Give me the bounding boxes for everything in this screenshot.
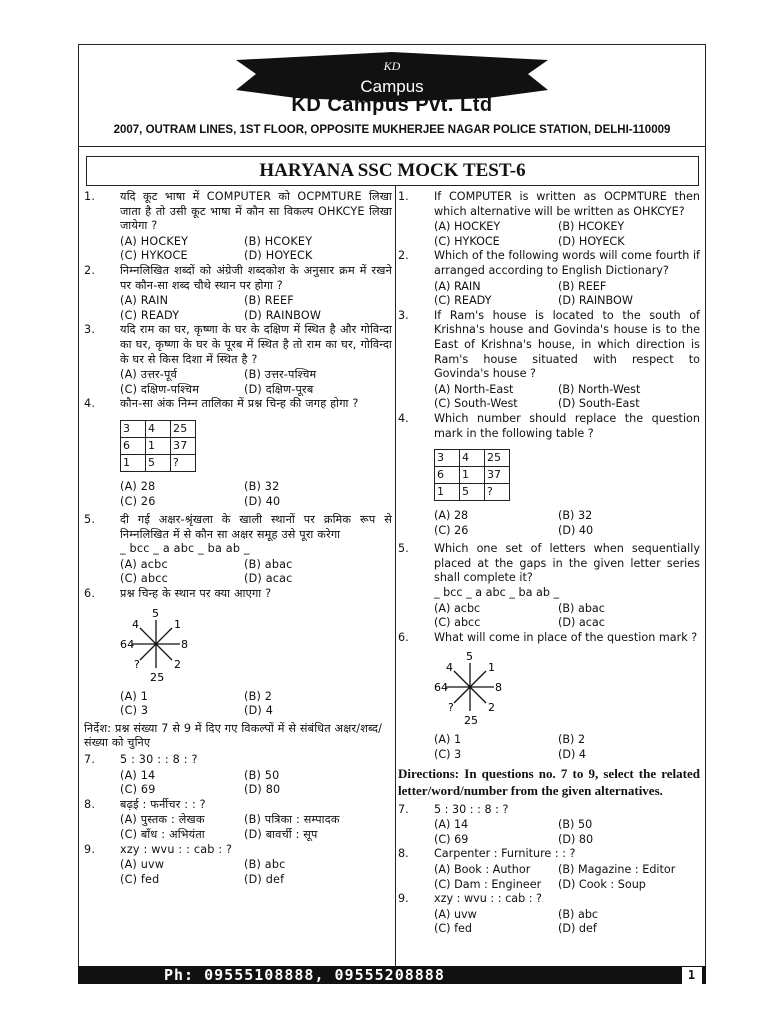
option-d: (D) acac: [558, 616, 605, 630]
option-b: (B) 50: [244, 768, 280, 782]
option-d: (D) HOYECK: [558, 234, 625, 248]
directions: निर्देश: प्रश्न संख्या 7 से 9 में दिए गए विकल्पों में से संबंधित अक्षर/शब्द/संख्या को चुनिए: [84, 721, 383, 750]
english-column: [398, 190, 700, 937]
option-b: (B) HCOKEY: [558, 220, 625, 234]
options-3: [434, 383, 700, 412]
option-a: (A) उत्तर-पूर्व: [120, 368, 177, 382]
option-b: (B) 32: [558, 509, 593, 523]
svg-text:?: ?: [134, 657, 141, 671]
options-1: [434, 220, 700, 249]
question-number: 5.: [398, 542, 409, 556]
question-text: प्रश्न चिन्ह के स्थान पर क्या आएगा ?: [120, 587, 272, 601]
option-a: (A) acbc: [434, 601, 481, 615]
option-b: (B) HCOKEY: [244, 234, 313, 248]
question-number: 2.: [84, 263, 96, 277]
question-number: 2.: [398, 249, 409, 263]
option-b: (B) 50: [558, 818, 593, 832]
svg-text:64: 64: [434, 681, 448, 695]
option-d: (D) 40: [244, 494, 281, 508]
option-b: (B) Magazine : Editor: [558, 863, 676, 876]
option-b: (B) 32: [244, 479, 280, 493]
question-6: [84, 587, 392, 602]
svg-text:8: 8: [181, 637, 189, 651]
question-5: [398, 542, 700, 600]
options-1: [120, 235, 392, 264]
option-d: (D) दक्षिण-पूरब: [244, 382, 314, 396]
options-8: [434, 863, 700, 892]
option-a: (A) uvw: [434, 907, 477, 921]
options-2: [120, 294, 392, 323]
svg-text:25: 25: [464, 714, 478, 728]
option-a: (A) RAIN: [434, 279, 481, 293]
option-d: (D) RAINBOW: [558, 294, 633, 308]
svg-text:5: 5: [466, 650, 473, 664]
options-9: [434, 908, 700, 937]
star-figure: [434, 649, 700, 727]
svg-text:4: 4: [446, 661, 453, 675]
option-b: (B) 2: [244, 689, 273, 703]
svg-text:1: 1: [488, 661, 495, 675]
page-header: [78, 44, 706, 148]
option-d: (D) 80: [558, 832, 594, 846]
logo-word: Campus: [360, 77, 424, 96]
question-text: 5 : 30 : : 8 : ?: [434, 802, 509, 816]
option-a: (A) 28: [120, 479, 156, 493]
phone-numbers: Ph: 09555108888, 09555208888: [164, 966, 445, 984]
option-b: (B) उत्तर-पश्चिम: [244, 368, 317, 382]
question-2: [84, 264, 392, 293]
svg-text:?: ?: [448, 701, 454, 715]
question-4: [398, 412, 700, 441]
question-number: 4.: [84, 397, 96, 411]
question-1: [398, 190, 700, 219]
option-a: (A) uvw: [120, 858, 165, 872]
option-c: (C) READY: [120, 308, 180, 322]
question-number: 4.: [398, 411, 409, 425]
question-5: [84, 513, 392, 557]
question-number: 9.: [84, 842, 96, 856]
question-number: 6.: [84, 587, 96, 601]
option-c: (C) 69: [120, 783, 156, 797]
question-number: 5.: [84, 513, 96, 527]
options-9: [120, 858, 392, 887]
option-b: (B) North-West: [558, 382, 641, 396]
option-c: (C) 3: [434, 748, 462, 762]
company-address: 2007, OUTRAM LINES, 1ST FLOOR, OPPOSITE MUKHERJEE NAGAR POLICE STATION, DELHI-110009: [113, 124, 671, 136]
option-a: (A) North-East: [434, 382, 514, 396]
question-text: यदि राम का घर, कृष्णा के घर के दक्षिण में स्थित है और गोविन्दा का घर, कृष्णा के घर के पूरब में स्थित है तो राम का घर, गोविन्दा के घर से किस दिशा में स्थित है ?: [120, 323, 392, 366]
options-7: [434, 818, 700, 847]
question-3: [84, 323, 392, 367]
options-5: [120, 558, 392, 587]
question-text: If Ram's house is located to the south of Krishna's house and Govinda's house is to the East of Krishna's house, in which direction is Ram's house situated with respect to Govinda's house ?: [434, 308, 700, 381]
options-6: [434, 733, 700, 762]
question-text: What will come in place of the question mark ?: [434, 630, 698, 644]
option-c: (C) fed: [120, 872, 160, 886]
option-d: (D) def: [244, 872, 285, 886]
question-number: 9.: [398, 892, 409, 906]
option-d: (D) 80: [244, 783, 281, 797]
question-8: [84, 798, 392, 813]
header-divider: [78, 146, 706, 147]
svg-text:64: 64: [120, 637, 135, 651]
option-a: (A) 14: [434, 818, 469, 832]
option-c: (C) बाँध : अभियंता: [120, 828, 205, 841]
question-text: दी गई अक्षर-श्रृंखला के खाली स्थानों पर क्रमिक रूप से निम्नलिखित में से कौन सा अक्षर समूह उसे पूरा करेगा: [120, 513, 392, 541]
option-b: (B) REEF: [558, 279, 607, 293]
question-number: 1.: [84, 190, 96, 203]
question-9: [84, 843, 392, 858]
option-a: (A) पुस्तक : लेखक: [120, 813, 205, 827]
question-text: Which one set of letters when sequentially placed at the gaps in the given letter series shall complete it?: [434, 542, 700, 585]
test-title: HARYANA SSC MOCK TEST-6: [86, 156, 699, 186]
option-c: (C) 26: [434, 523, 469, 537]
star-figure: [120, 606, 392, 684]
option-c: (C) HYKOCE: [434, 234, 500, 248]
directions: Directions: In questions no. 7 to 9, select the related letter/word/number from the given alternatives.: [398, 765, 700, 798]
question-number: 7.: [84, 753, 96, 767]
question-text: xzy : wvu : : cab : ?: [434, 892, 542, 906]
option-b: (B) पत्रिका : सम्पादक: [244, 813, 340, 827]
svg-text:1: 1: [174, 617, 182, 631]
options-7: [120, 769, 392, 798]
option-d: (D) 4: [558, 748, 587, 762]
option-a: (A) 1: [434, 733, 462, 747]
question-number: 1.: [398, 190, 409, 203]
svg-text:25: 25: [150, 670, 165, 684]
option-d: (D) def: [558, 922, 597, 936]
option-b: (B) abc: [244, 858, 286, 872]
option-d: (D) बावर्ची : सूप: [244, 828, 318, 841]
options-4: [434, 509, 700, 538]
option-c: (C) 69: [434, 832, 469, 846]
options-3: [120, 368, 392, 397]
question-6: [398, 631, 700, 646]
question-1: [84, 190, 392, 234]
options-6: [120, 690, 392, 719]
options-5: [434, 602, 700, 631]
page-footer: [78, 966, 706, 984]
option-c: (C) Dam : Engineer: [434, 877, 542, 891]
option-a: (A) Book : Author: [434, 863, 531, 876]
option-c: (C) 26: [120, 494, 156, 508]
question-4: [84, 397, 392, 412]
svg-text:8: 8: [495, 681, 502, 695]
question-text: Carpenter : Furniture : : ?: [434, 847, 576, 861]
option-c: (C) READY: [434, 294, 492, 308]
option-b: (B) 2: [558, 733, 586, 747]
question-number: 8.: [84, 797, 96, 811]
options-2: [434, 280, 700, 309]
question-2: [398, 249, 700, 278]
number-table: 3 4 25 6 1 37 1 5 ?: [120, 420, 196, 472]
option-a: (A) 14: [120, 768, 156, 782]
question-text: Which of the following words will come fourth if arranged according to English Dictionary?: [434, 249, 700, 277]
logo-initials: KD: [383, 59, 401, 73]
option-c: (C) abcc: [434, 616, 481, 630]
question-text: यदि कूट भाषा में COMPUTER को OCPMTURE लिखा जाता है तो उसी कूट भाषा में कौन सा विकल्प OHKCYE लिखा जायेगा ?: [120, 190, 392, 233]
option-b: (B) REEF: [244, 294, 294, 308]
option-d: (D) Cook : Soup: [558, 877, 646, 891]
option-c: (C) HYKOCE: [120, 249, 188, 263]
option-a: (A) HOCKEY: [120, 234, 189, 248]
question-7: [84, 753, 392, 768]
option-a: (A) acbc: [120, 557, 168, 571]
option-a: (A) 1: [120, 689, 149, 703]
question-9: [398, 892, 700, 907]
options-8: [120, 813, 392, 842]
letter-series: _ bcc _ a abc _ ba ab _: [434, 586, 560, 600]
question-text: बढ़ई : फर्नीचर : : ?: [120, 797, 206, 811]
option-a: (A) RAIN: [120, 294, 169, 308]
option-d: (D) 40: [558, 523, 594, 537]
hindi-column: [84, 190, 392, 887]
option-d: (D) HOYECK: [244, 249, 313, 263]
question-number: 3.: [84, 323, 96, 337]
letter-series: _ bcc _ a abc _ ba ab _: [120, 542, 250, 556]
question-number: 8.: [398, 847, 409, 861]
option-b: (B) abac: [558, 601, 605, 615]
question-text: कौन-सा अंक निम्न तालिका में प्रश्न चिन्ह की जगह होगा ?: [120, 397, 359, 411]
question-text: निम्नलिखित शब्दों को अंग्रेजी शब्दकोश के अनुसार क्रम में रखने पर कौन-सा शब्द चौथे स्थान पर होगा ?: [120, 263, 392, 292]
question-text: Which number should replace the question mark in the following table ?: [434, 411, 700, 440]
question-7: [398, 803, 700, 818]
question-text: xzy : wvu : : cab : ?: [120, 842, 233, 856]
option-d: (D) RAINBOW: [244, 308, 322, 322]
question-8: [398, 847, 700, 862]
option-c: (C) abcc: [120, 572, 168, 586]
svg-text:2: 2: [174, 657, 182, 671]
option-a: (A) 28: [434, 509, 469, 523]
option-d: (D) South-East: [558, 397, 640, 411]
number-table: 3 4 25 6 1 37 1 5 ?: [434, 449, 510, 501]
option-c: (C) दक्षिण-पश्चिम: [120, 382, 200, 396]
option-b: (B) abac: [244, 557, 293, 571]
question-number: 3.: [398, 308, 409, 322]
question-number: 7.: [398, 802, 409, 816]
company-name: KD Campus Pvt. Ltd: [291, 94, 493, 116]
option-b: (B) abc: [558, 907, 599, 921]
question-number: 6.: [398, 630, 409, 644]
question-3: [398, 309, 700, 382]
svg-text:5: 5: [152, 606, 160, 620]
options-4: [120, 480, 392, 509]
page-number: 1: [682, 967, 702, 984]
column-divider: [395, 186, 396, 966]
question-text: 5 : 30 : : 8 : ?: [120, 753, 198, 767]
option-d: (D) 4: [244, 704, 274, 718]
question-text: If COMPUTER is written as OCPMTURE then which alternative will be written as OHKCYE?: [434, 190, 700, 218]
option-c: (C) South-West: [434, 397, 518, 411]
option-a: (A) HOCKEY: [434, 220, 501, 234]
svg-text:2: 2: [488, 701, 495, 715]
option-c: (C) fed: [434, 922, 473, 936]
option-c: (C) 3: [120, 704, 149, 718]
option-d: (D) acac: [244, 572, 293, 586]
svg-text:4: 4: [132, 617, 140, 631]
